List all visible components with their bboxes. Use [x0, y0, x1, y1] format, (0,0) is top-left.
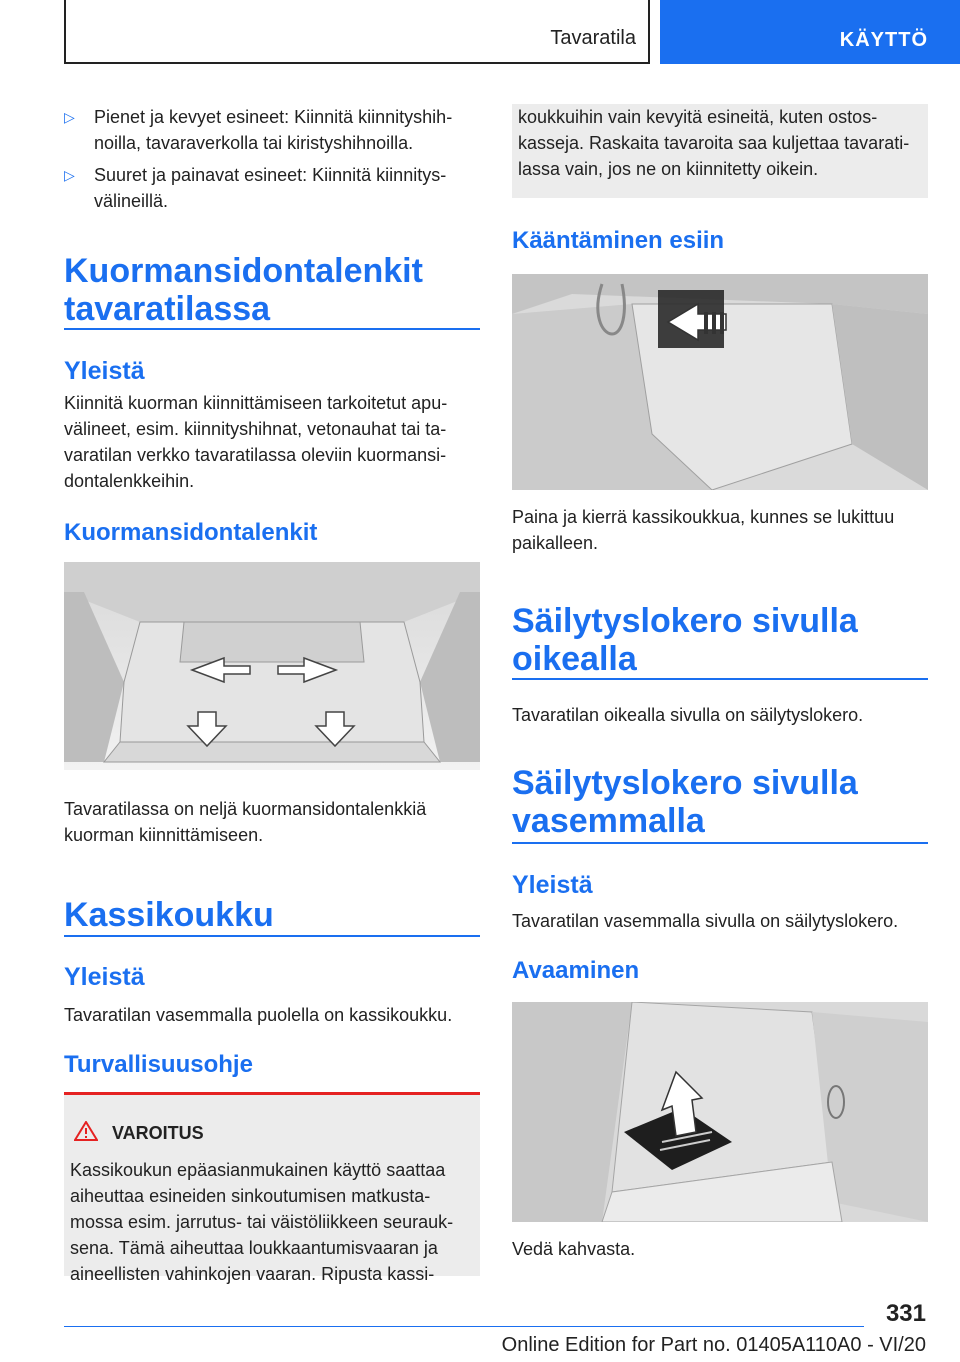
- heading-rule: [64, 935, 480, 937]
- heading-fold-out: Kääntäminen esiin: [512, 227, 725, 254]
- header-chapter-tab[interactable]: [660, 0, 960, 64]
- heading-safety: Turvallisuusohje: [64, 1051, 253, 1078]
- paragraph-general-2: Tavaratilan vasemmalla puolella on kassikoukku.: [64, 1005, 453, 1025]
- footer-edition: Online Edition for Part no. 01405A110A0 - VI/20: [501, 1334, 926, 1356]
- figure-trunk-lashing-eyes: [64, 562, 480, 770]
- footer-rule: [64, 1326, 864, 1327]
- heading-lashing: Kuormansidontalenkit: [64, 519, 318, 546]
- caption-fig2: Paina ja kierrä kassikoukkua, kunnes se lukittuu paikalleen.: [512, 507, 895, 553]
- list-item: [64, 162, 480, 214]
- paragraph-right-compartment: Tavaratilan oikealla sivulla on säilytyslokero.: [512, 705, 864, 725]
- heading-general-2: Yleistä: [64, 963, 145, 991]
- heading-general-1: Yleistä: [64, 357, 145, 385]
- warning-continued-text: koukkuihin vain kevyitä esineitä, kuten ostos-kasseja. Raskaita tavaroita saa kuljettaa tavarati-lassa vain, jos ne on kiinnitetty oikein.: [518, 107, 910, 179]
- warning-text: Kassikoukun epäasianmukainen käyttö saattaa aiheuttaa esineiden sinkoutumisen matkusta-mossa esim. jarrutus- tai väistöliikkeen seurauk-sena. Tämä aiheuttaa loukkaantumisvaaran ja aineellisten vahinkojen vaaran. Ripusta kassi-: [70, 1160, 454, 1284]
- list-item: [64, 104, 480, 156]
- heading-right-compartment: Säilytyslokero sivulla oikealla: [512, 602, 858, 678]
- warning-triangle-icon: [74, 1121, 98, 1146]
- heading-rule: [64, 328, 480, 330]
- heading-opening: Avaaminen: [512, 957, 640, 984]
- figure-bag-hook: [512, 274, 928, 490]
- warning-box: [64, 1092, 480, 1284]
- heading-lashing-eyes: Kuormansidontalenkit tavaratilassa: [64, 252, 423, 328]
- bullet-text: Pienet ja kevyet esineet: Kiinnitä kiinnityshih-noilla, tavaraverkolla tai kiristyshihnoilla.: [94, 107, 453, 153]
- figure-left-compartment: [512, 1002, 928, 1222]
- bullet-text: Suuret ja painavat esineet: Kiinnitä kiinnitys-välineillä.: [94, 165, 447, 211]
- heading-general-3: Yleistä: [512, 871, 593, 899]
- heading-left-compartment: Säilytyslokero sivulla vasemmalla: [512, 764, 858, 840]
- heading-bag-hook: Kassikoukku: [64, 896, 274, 934]
- triangle-right-icon: ▷: [64, 167, 75, 183]
- heading-rule: [512, 678, 928, 680]
- warning-title: VAROITUS: [112, 1123, 204, 1143]
- triangle-right-icon: ▷: [64, 109, 75, 125]
- caption-fig1: Tavaratilassa on neljä kuormansidontalenkkiä kuorman kiinnittämiseen.: [64, 799, 427, 845]
- header-section-title: Tavaratila: [550, 27, 636, 49]
- header-chapter-label: KÄYTTÖ: [839, 29, 928, 51]
- warning-continued-box: [512, 104, 928, 198]
- paragraph-general-3: Tavaratilan vasemmalla sivulla on säilytyslokero.: [512, 911, 899, 931]
- page-number: 331: [885, 1300, 926, 1327]
- heading-rule: [512, 842, 928, 844]
- header-section-box: [64, 0, 650, 64]
- caption-fig3: Vedä kahvasta.: [512, 1239, 636, 1259]
- paragraph-general-1: Kiinnitä kuorman kiinnittämiseen tarkoitetut apu-välineet, esim. kiinnityshihnat, vetonauhat tai ta-varatilan verkko tavaratilassa oleviin kuormansi-dontalenkkeihin.: [64, 393, 448, 491]
